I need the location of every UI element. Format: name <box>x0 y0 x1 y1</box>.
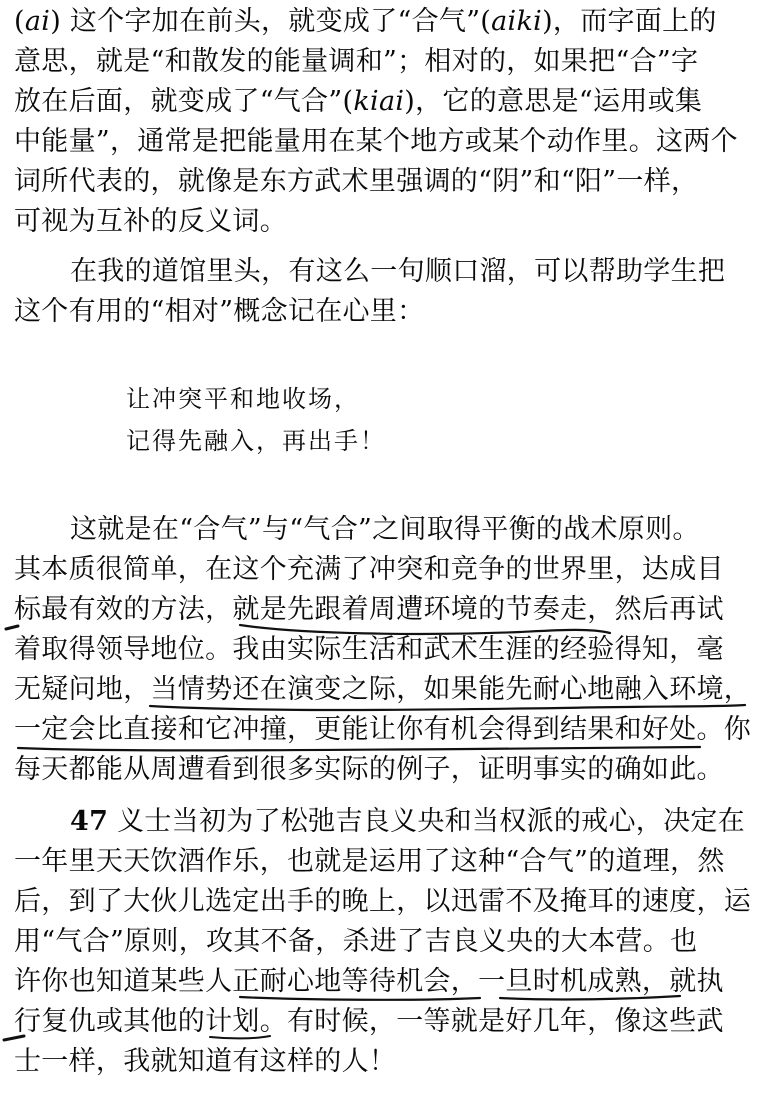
text-line: 着取得领导地位。我由实际生活和武术生涯的经验得知，毫 <box>14 634 724 665</box>
text-line: 后，到了大伙儿选定出手的晚上，以迅雷不及掩耳的速度，运 <box>14 886 752 917</box>
text-line: 无疑问地，当情势还在演变之际，如果能先耐心地融入环境， <box>14 674 752 705</box>
text-line: 一定会比直接和它冲撞，更能让你有机会得到结果和好处。你 <box>14 714 752 745</box>
text-line: 47 义士当初为了松弛吉良义央和当权派的戒心，决定在 <box>70 806 745 837</box>
text-line: 士一样，我就知道有这样的人！ <box>14 1046 397 1077</box>
text-line: 词所代表的，就像是东方武术里强调的“阴”和“阳”一样， <box>14 166 699 197</box>
text-line: 可视为互补的反义词。 <box>14 206 287 237</box>
text-line: 这就是在“合气”与“气合”之间取得平衡的战术原则。 <box>70 514 700 545</box>
text-line: 其本质很简单，在这个充满了冲突和竞争的世界里，达成目 <box>14 554 724 585</box>
ronin-number: 47 <box>70 806 109 837</box>
text-line: 每天都能从周遭看到很多实际的例子，证明事实的确如此。 <box>14 754 724 785</box>
poem-line: 让冲突平和地收场， <box>126 385 360 413</box>
text-line: 行复仇或其他的计划。有时候，一等就是好几年，像这些武 <box>14 1006 724 1037</box>
text-line: 中能量”，通常是把能量用在某个地方或某个动作里。这两个 <box>14 126 738 157</box>
poem-line: 记得先融入，再出手！ <box>126 427 386 455</box>
text-line: 在我的道馆里头，有这么一句顺口溜，可以帮助学生把 <box>70 256 726 287</box>
text-line: 用“气合”原则，攻其不备，杀进了吉良义央的大本营。也 <box>14 926 698 957</box>
text-line: (ai) 这个字加在前头，就变成了“合气”(aiki)，而字面上的 <box>14 6 717 37</box>
text-line: 许你也知道某些人正耐心地等待机会，一旦时机成熟，就执 <box>14 966 724 997</box>
text-line: 放在后面，就变成了“气合”(kiai)，它的意思是“运用或集 <box>14 86 703 117</box>
text-line: 一年里天天饮酒作乐，也就是运用了这种“合气”的道理，然 <box>14 846 725 877</box>
text-line: 标最有效的方法，就是先跟着周遭环境的节奏走，然后再试 <box>14 594 724 625</box>
text-line: 这个有用的“相对”概念记在心里： <box>14 296 425 327</box>
text-line: 意思，就是“和散发的能量调和”；相对的，如果把“合”字 <box>14 46 699 77</box>
